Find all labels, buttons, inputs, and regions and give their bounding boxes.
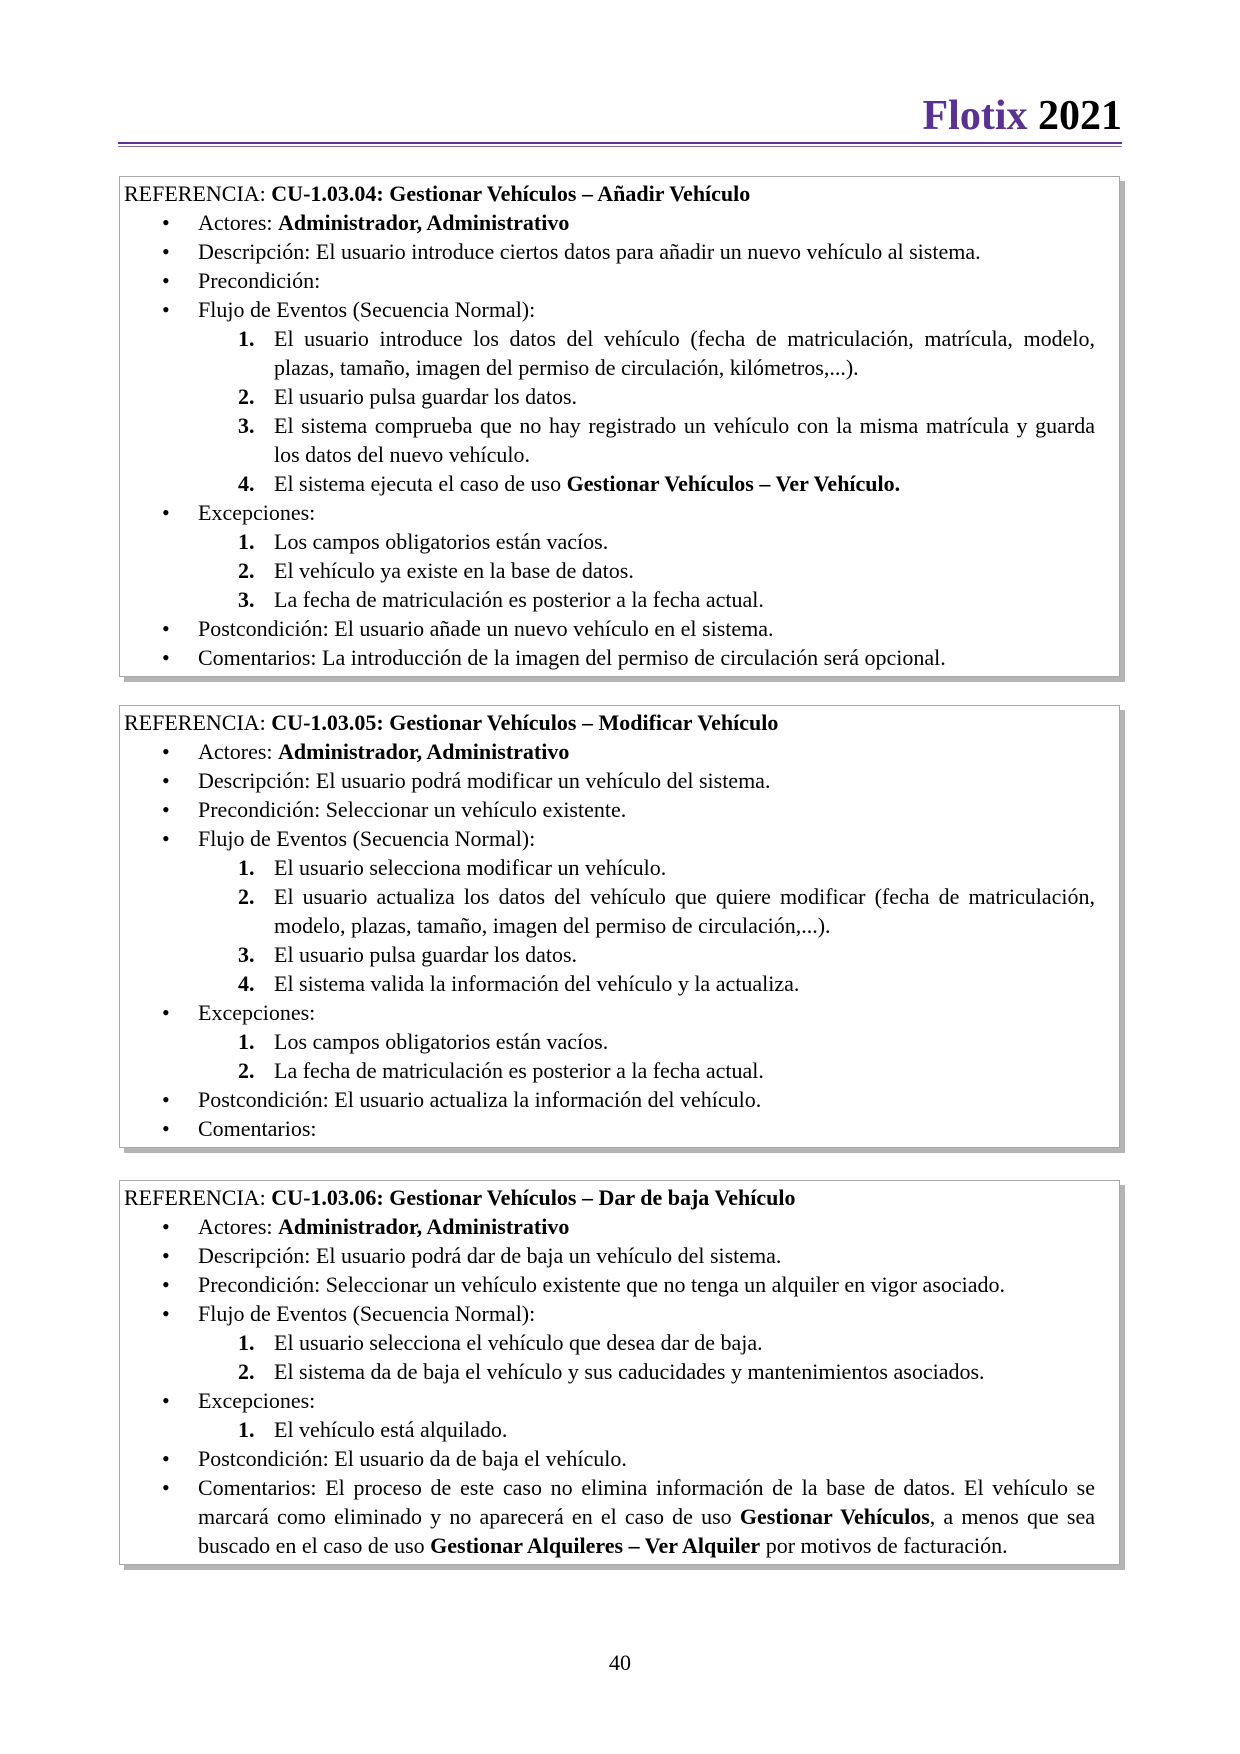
step-number: 1. <box>238 1029 255 1054</box>
text: Flujo de Eventos (Secuencia Normal): <box>198 297 536 322</box>
step-list <box>124 853 1119 998</box>
step-item <box>124 411 1119 469</box>
step-item <box>124 324 1119 382</box>
text: Actores: <box>198 1214 279 1239</box>
step-number: 2. <box>238 884 255 909</box>
text: Descripción: El usuario introduce ciertos datos para añadir un nuevo vehículo al sistema. <box>198 239 981 264</box>
field-item <box>124 1386 1119 1415</box>
header-rule-thin <box>118 146 1122 147</box>
step-item <box>124 556 1119 585</box>
step-item <box>124 1357 1119 1386</box>
use-case-table <box>119 705 1120 1148</box>
field-item <box>124 1241 1119 1270</box>
use-case-table <box>119 176 1120 677</box>
step-list <box>124 1328 1119 1386</box>
step-item <box>124 1328 1119 1357</box>
text: Descripción: El usuario podrá dar de baja un vehículo del sistema. <box>198 1243 782 1268</box>
text: El sistema comprueba que no hay registrado un vehículo con la misma matrícula y guarda los datos del nuevo vehículo. <box>274 413 1095 467</box>
field-item <box>124 998 1119 1027</box>
text: , a menos que sea buscado en el caso de uso <box>198 1504 1095 1558</box>
reference-label: REFERENCIA: <box>124 1185 272 1210</box>
text: por motivos de facturación. <box>760 1533 1008 1558</box>
step-list <box>124 324 1119 498</box>
text: Actores: <box>198 739 279 764</box>
step-item <box>124 1027 1119 1056</box>
field-item <box>124 737 1119 766</box>
field-item <box>124 1085 1119 1114</box>
brand-name: Flotix <box>922 93 1028 139</box>
text: El vehículo ya existe en la base de datos. <box>274 558 634 583</box>
text: El usuario selecciona modificar un vehículo. <box>274 855 667 880</box>
step-list <box>124 1415 1119 1444</box>
text: Precondición: <box>198 268 321 293</box>
step-item <box>124 940 1119 969</box>
text: El sistema valida la información del vehículo y la actualiza. <box>274 971 800 996</box>
step-number: 2. <box>238 1058 255 1083</box>
field-item <box>124 237 1119 266</box>
step-list <box>124 1027 1119 1085</box>
bold-text: Administrador, Administrativo <box>278 210 570 235</box>
header-rule <box>118 142 1122 144</box>
bold-text: Administrador, Administrativo <box>278 739 570 764</box>
text: El usuario selecciona el vehículo que desea dar de baja. <box>274 1330 763 1355</box>
text: Postcondición: El usuario añade un nuevo vehículo en el sistema. <box>198 616 774 641</box>
step-item <box>124 1415 1119 1444</box>
use-case-fields <box>124 737 1119 1143</box>
use-case-fields <box>124 1212 1119 1560</box>
reference-label: REFERENCIA: <box>124 710 272 735</box>
step-list <box>124 527 1119 614</box>
text: El usuario introduce los datos del vehículo (fecha de matriculación, matrícula, modelo, plazas, tamaño, imagen del permiso de circulación, kilómetros,...). <box>274 326 1095 380</box>
step-number: 4. <box>238 471 255 496</box>
reference-title: CU-1.03.05: Gestionar Vehículos – Modificar Vehículo <box>271 710 779 735</box>
bold-text: Administrador, Administrativo <box>278 1214 570 1239</box>
use-case-table <box>119 1180 1120 1565</box>
step-number: 4. <box>238 971 255 996</box>
field-item <box>124 824 1119 853</box>
field-item <box>124 208 1119 237</box>
page-number: 40 <box>609 1650 631 1675</box>
reference-line <box>124 1183 1119 1212</box>
step-item <box>124 382 1119 411</box>
text: El usuario pulsa guardar los datos. <box>274 942 578 967</box>
reference-title: CU-1.03.04: Gestionar Vehículos – Añadir Vehículo <box>271 181 751 206</box>
step-number: 3. <box>238 413 255 438</box>
step-item <box>124 469 1119 498</box>
text: El vehículo está alquilado. <box>274 1417 508 1442</box>
reference-line <box>124 179 1119 208</box>
bold-text: Gestionar Alquileres – Ver Alquiler <box>430 1533 761 1558</box>
reference-label: REFERENCIA: <box>124 181 272 206</box>
step-number: 1. <box>238 1330 255 1355</box>
text: El sistema da de baja el vehículo y sus caducidades y mantenimientos asociados. <box>274 1359 985 1384</box>
text: Comentarios: <box>198 1116 317 1141</box>
text: Precondición: Seleccionar un vehículo existente. <box>198 797 627 822</box>
field-item <box>124 614 1119 643</box>
step-number: 1. <box>238 326 255 351</box>
use-case-fields <box>124 208 1119 672</box>
field-item <box>124 766 1119 795</box>
header-year: 2021 <box>1038 93 1122 139</box>
step-item <box>124 585 1119 614</box>
step-item <box>124 1056 1119 1085</box>
field-item <box>124 498 1119 527</box>
text: Los campos obligatorios están vacíos. <box>274 1029 609 1054</box>
text: Postcondición: El usuario da de baja el vehículo. <box>198 1446 627 1471</box>
step-number: 2. <box>238 1359 255 1384</box>
text: La fecha de matriculación es posterior a la fecha actual. <box>274 587 764 612</box>
step-item <box>124 882 1119 940</box>
text: Precondición: Seleccionar un vehículo existente que no tenga un alquiler en vigor asociado. <box>198 1272 1006 1297</box>
text: Descripción: El usuario podrá modificar un vehículo del sistema. <box>198 768 771 793</box>
field-item <box>124 1212 1119 1241</box>
step-number: 1. <box>238 529 255 554</box>
reference-title: CU-1.03.06: Gestionar Vehículos – Dar de baja Vehículo <box>271 1185 796 1210</box>
text: Actores: <box>198 210 279 235</box>
text: Postcondición: El usuario actualiza la información del vehículo. <box>198 1087 762 1112</box>
step-number: 2. <box>238 558 255 583</box>
field-item <box>124 1270 1119 1299</box>
text: La fecha de matriculación es posterior a la fecha actual. <box>274 1058 764 1083</box>
bold-text: Gestionar Vehículos <box>739 1504 930 1529</box>
text: El usuario pulsa guardar los datos. <box>274 384 578 409</box>
text: Excepciones: <box>198 1388 316 1413</box>
text: Comentarios: El proceso de este caso no elimina información de la base de datos. El vehículo se marcará como eliminado y no aparecerá en el caso de uso <box>198 1475 1095 1529</box>
reference-line <box>124 708 1119 737</box>
text: Excepciones: <box>198 500 316 525</box>
step-number: 2. <box>238 384 255 409</box>
text: Excepciones: <box>198 1000 316 1025</box>
step-number: 1. <box>238 855 255 880</box>
text: El sistema ejecuta el caso de uso <box>274 471 567 496</box>
step-number: 3. <box>238 587 255 612</box>
field-item <box>124 1444 1119 1473</box>
text: El usuario actualiza los datos del vehículo que quiere modificar (fecha de matriculación, modelo, plazas, tamaño, imagen del permiso de circulación,...). <box>274 884 1095 938</box>
page-header <box>923 92 1122 140</box>
step-item <box>124 853 1119 882</box>
text: Comentarios: La introducción de la imagen del permiso de circulación será opcional. <box>198 645 946 670</box>
text: Flujo de Eventos (Secuencia Normal): <box>198 1301 536 1326</box>
field-item <box>124 1473 1119 1560</box>
step-number: 3. <box>238 942 255 967</box>
step-item <box>124 527 1119 556</box>
field-item <box>124 795 1119 824</box>
text: Flujo de Eventos (Secuencia Normal): <box>198 826 536 851</box>
field-item <box>124 1299 1119 1328</box>
step-number: 1. <box>238 1417 255 1442</box>
bold-text: Gestionar Vehículos – Ver Vehículo. <box>566 471 901 496</box>
field-item <box>124 295 1119 324</box>
field-item <box>124 1114 1119 1143</box>
step-item <box>124 969 1119 998</box>
field-item <box>124 643 1119 672</box>
field-item <box>124 266 1119 295</box>
text: Los campos obligatorios están vacíos. <box>274 529 609 554</box>
